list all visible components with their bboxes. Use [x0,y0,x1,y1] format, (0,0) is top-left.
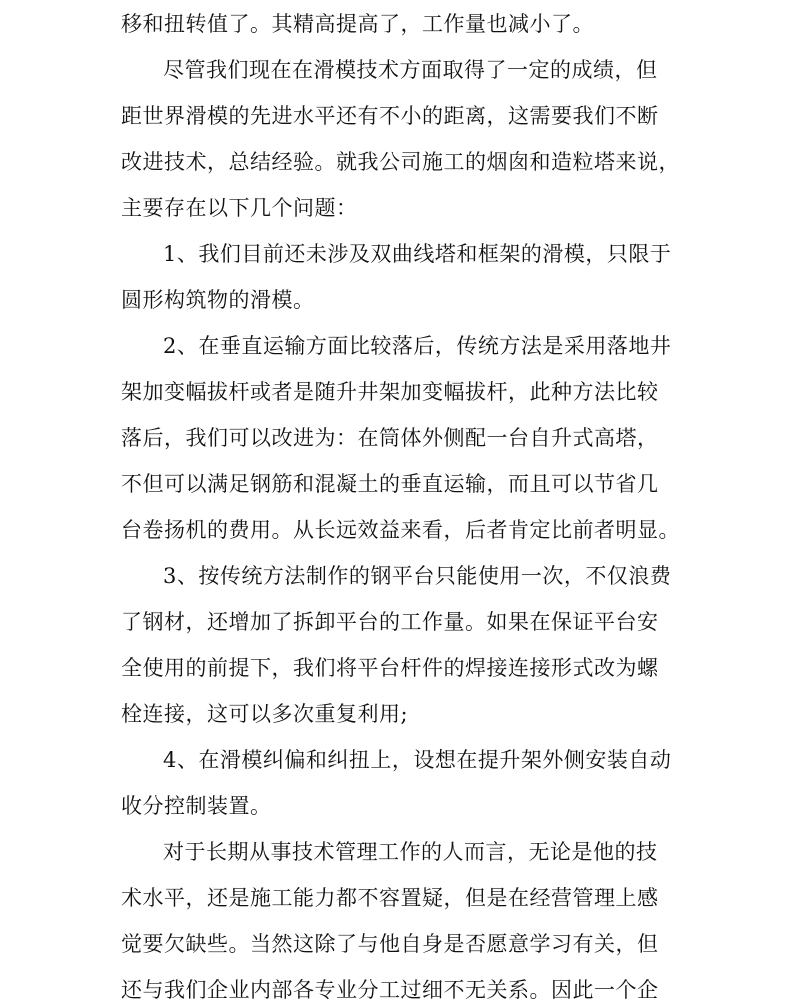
text-line: 主要存在以下几个问题： [121,196,358,220]
text-line: 术水平，还是施工能力都不容置疑，但是在经营管理上感 [121,886,659,910]
text-line: 架加变幅拔杆或者是随升井架加变幅拔杆，此种方法比较 [121,380,659,404]
text-line: 收分控制装置。 [121,794,272,818]
text-line: 移和扭转值了。其精高提高了，工作量也减小了。 [121,12,594,36]
list-item-3-first-line: 3、按传统方法制作的钢平台只能使用一次，不仅浪费 [163,564,672,588]
text-line: 距世界滑模的先进水平还有不小的距离，这需要我们不断 [121,104,659,128]
text-line: 了钢材，还增加了拆卸平台的工作量。如果在保证平台安 [121,610,659,634]
list-item-4-first-line: 4、在滑模纠偏和纠扭上，设想在提升架外侧安装自动 [163,748,672,772]
text-line: 不但可以满足钢筋和混凝土的垂直运输，而且可以节省几 [121,472,659,496]
paragraph-first-line: 对于长期从事技术管理工作的人而言，无论是他的技 [163,840,658,864]
text-line: 落后，我们可以改进为：在筒体外侧配一台自升式高塔， [121,426,659,450]
text-line: 圆形构筑物的滑模。 [121,288,315,312]
text-line: 还与我们企业内部各专业分工过细不无关系。因此一个企 [121,978,659,1002]
text-line: 栓连接，这可以多次重复利用; [121,702,409,726]
paragraph-first-line: 尽管我们现在在滑模技术方面取得了一定的成绩，但 [163,58,658,82]
list-item-1-first-line: 1、我们目前还未涉及双曲线塔和框架的滑模，只限于 [163,242,672,266]
text-line: 全使用的前提下，我们将平台杆件的焊接连接形式改为螺 [121,656,659,680]
text-line: 觉要欠缺些。当然这除了与他自身是否愿意学习有关，但 [121,932,659,956]
text-line: 改进技术，总结经验。就我公司施工的烟囱和造粒塔来说， [121,150,680,174]
text-line: 台卷扬机的费用。从长远效益来看，后者肯定比前者明显。 [121,518,680,542]
list-item-2-first-line: 2、在垂直运输方面比较落后，传统方法是采用落地井 [163,334,672,358]
